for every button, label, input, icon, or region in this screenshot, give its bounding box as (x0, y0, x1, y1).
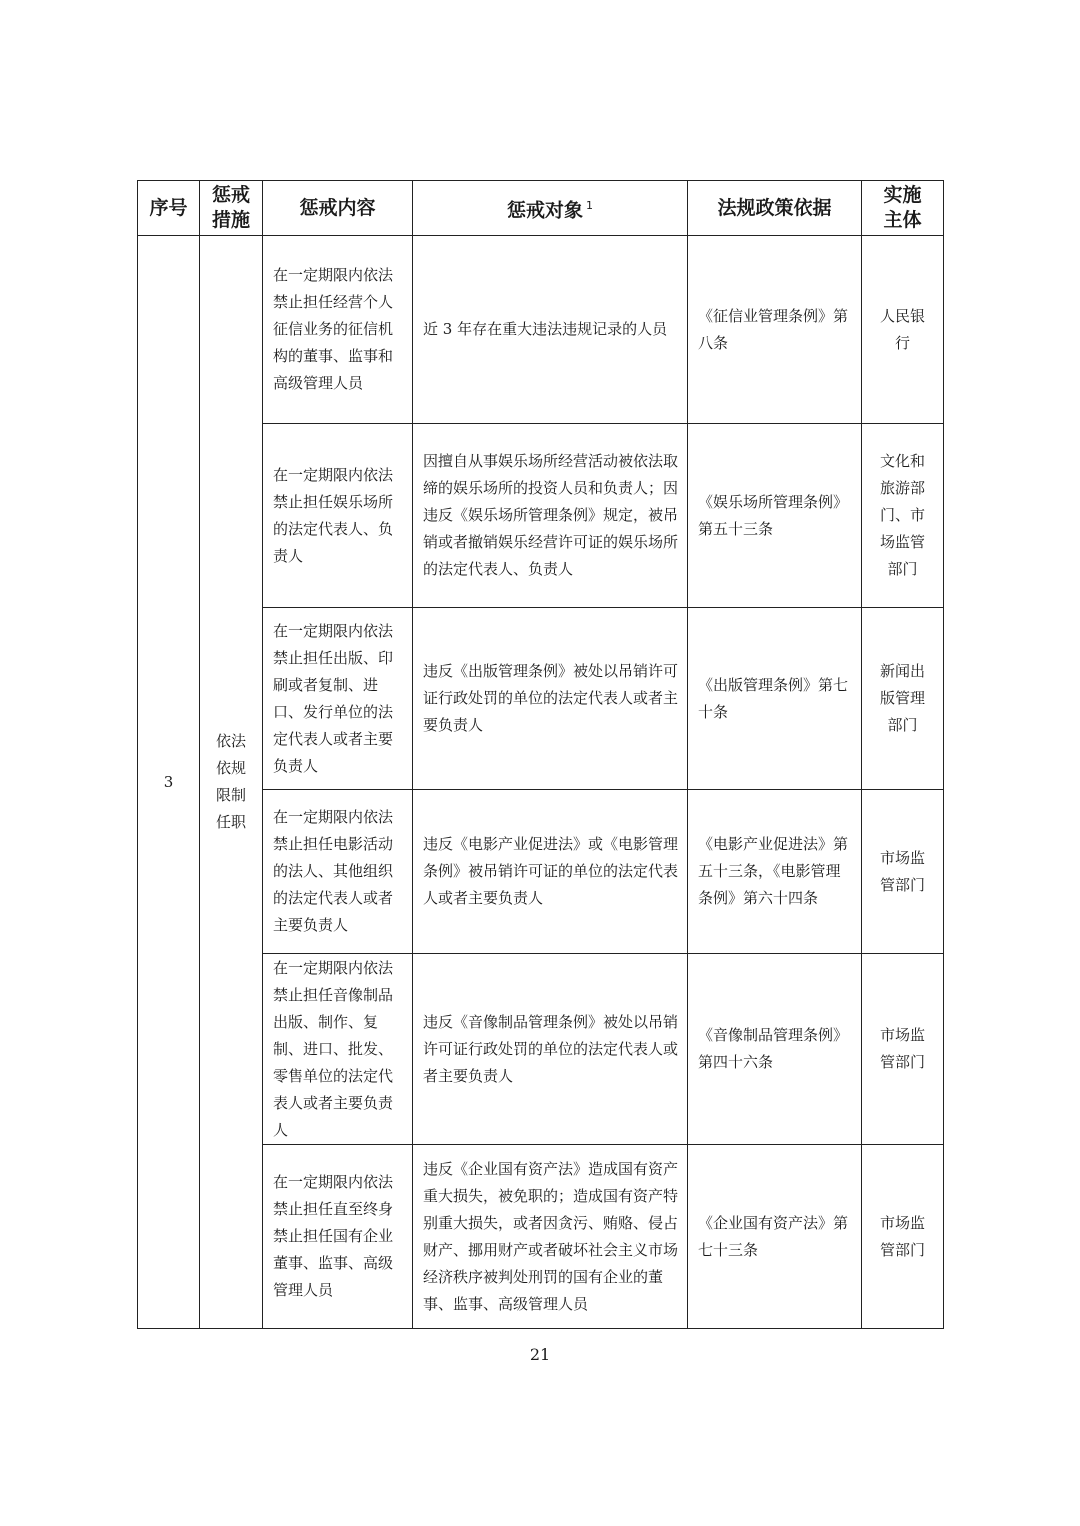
row-content: 在一定期限内依法禁止担任出版、印刷或者复制、进口、发行单位的法定代表人或者主要负责人 (263, 608, 413, 790)
row-dept (862, 790, 944, 954)
penalty-table (137, 180, 944, 1329)
table-row (138, 236, 944, 424)
row-dept (862, 424, 944, 608)
header-content: 惩戒内容 (263, 181, 413, 236)
row-dept (862, 608, 944, 790)
row-content: 在一定期限内依法禁止担任直至终身禁止担任国有企业董事、监事、高级管理人员 (263, 1145, 413, 1329)
row-content: 在一定期限内依法禁止担任音像制品出版、制作、复制、进口、批发、零售单位的法定代表人或者主要负责人 (263, 954, 413, 1145)
row-target: 违反《企业国有资产法》造成国有资产重大损失，被免职的；造成国有资产特别重大损失，或者因贪污、贿赂、侵占财产、挪用财产或者破坏社会主义市场经济秩序被判处刑罚的国有企业的董事、监事、高级管理人员 (413, 1145, 688, 1329)
row-target: 违反《电影产业促进法》或《电影管理条例》被吊销许可证的单位的法定代表人或者主要负责人 (413, 790, 688, 954)
header-measure (200, 181, 263, 236)
header-dept (862, 181, 944, 236)
row-basis: 《电影产业促进法》第五十三条，《电影管理条例》第六十四条 (688, 790, 862, 954)
header-basis: 法规政策依据 (688, 181, 862, 236)
header-target-label: 惩戒对象 (506, 199, 583, 222)
group-number: 3 (138, 236, 200, 1329)
row-dept-text: 新闻出版管理部门 (879, 662, 925, 734)
table-header-row (138, 181, 944, 236)
row-basis: 《娱乐场所管理条例》第五十三条 (688, 424, 862, 608)
header-target (413, 181, 688, 236)
row-dept-text: 人民银行 (879, 306, 925, 352)
header-target-footnote: 1 (586, 198, 593, 212)
row-content: 在一定期限内依法禁止担任娱乐场所的法定代表人、负责人 (263, 424, 413, 608)
group-measure-text: 依法依规限制任职 (215, 732, 246, 831)
header-measure-label: 惩戒措施 (211, 184, 250, 231)
row-target: 违反《音像制品管理条例》被处以吊销许可证行政处罚的单位的法定代表人或者主要负责人 (413, 954, 688, 1145)
row-basis: 《征信业管理条例》第八条 (688, 236, 862, 424)
row-target: 违反《出版管理条例》被处以吊销许可证行政处罚的单位的法定代表人或者主要负责人 (413, 608, 688, 790)
row-target: 近 3 年存在重大违法违规记录的人员 (413, 236, 688, 424)
header-no: 序号 (138, 181, 200, 236)
header-dept-label: 实施主体 (883, 184, 922, 231)
row-basis: 《出版管理条例》第七十条 (688, 608, 862, 790)
row-dept-text: 市场监管部门 (879, 1026, 925, 1071)
row-dept (862, 1145, 944, 1329)
page-number: 21 (529, 1345, 551, 1364)
row-dept-text: 文化和旅游部门、市场监管部门 (879, 452, 925, 578)
row-target: 因擅自从事娱乐场所经营活动被依法取缔的娱乐场所的投资人员和负责人；因违反《娱乐场所管理条例》规定，被吊销或者撤销娱乐经营许可证的娱乐场所的法定代表人、负责人 (413, 424, 688, 608)
row-dept (862, 954, 944, 1145)
row-basis: 《音像制品管理条例》第四十六条 (688, 954, 862, 1145)
row-basis: 《企业国有资产法》第七十三条 (688, 1145, 862, 1329)
row-dept-text: 市场监管部门 (879, 1213, 925, 1259)
group-measure (200, 236, 263, 1329)
row-content: 在一定期限内依法禁止担任电影活动的法人、其他组织的法定代表人或者主要负责人 (263, 790, 413, 954)
row-content: 在一定期限内依法禁止担任经营个人征信业务的征信机构的董事、监事和高级管理人员 (263, 236, 413, 424)
row-dept (862, 236, 944, 424)
row-dept-text: 市场监管部门 (879, 848, 925, 894)
